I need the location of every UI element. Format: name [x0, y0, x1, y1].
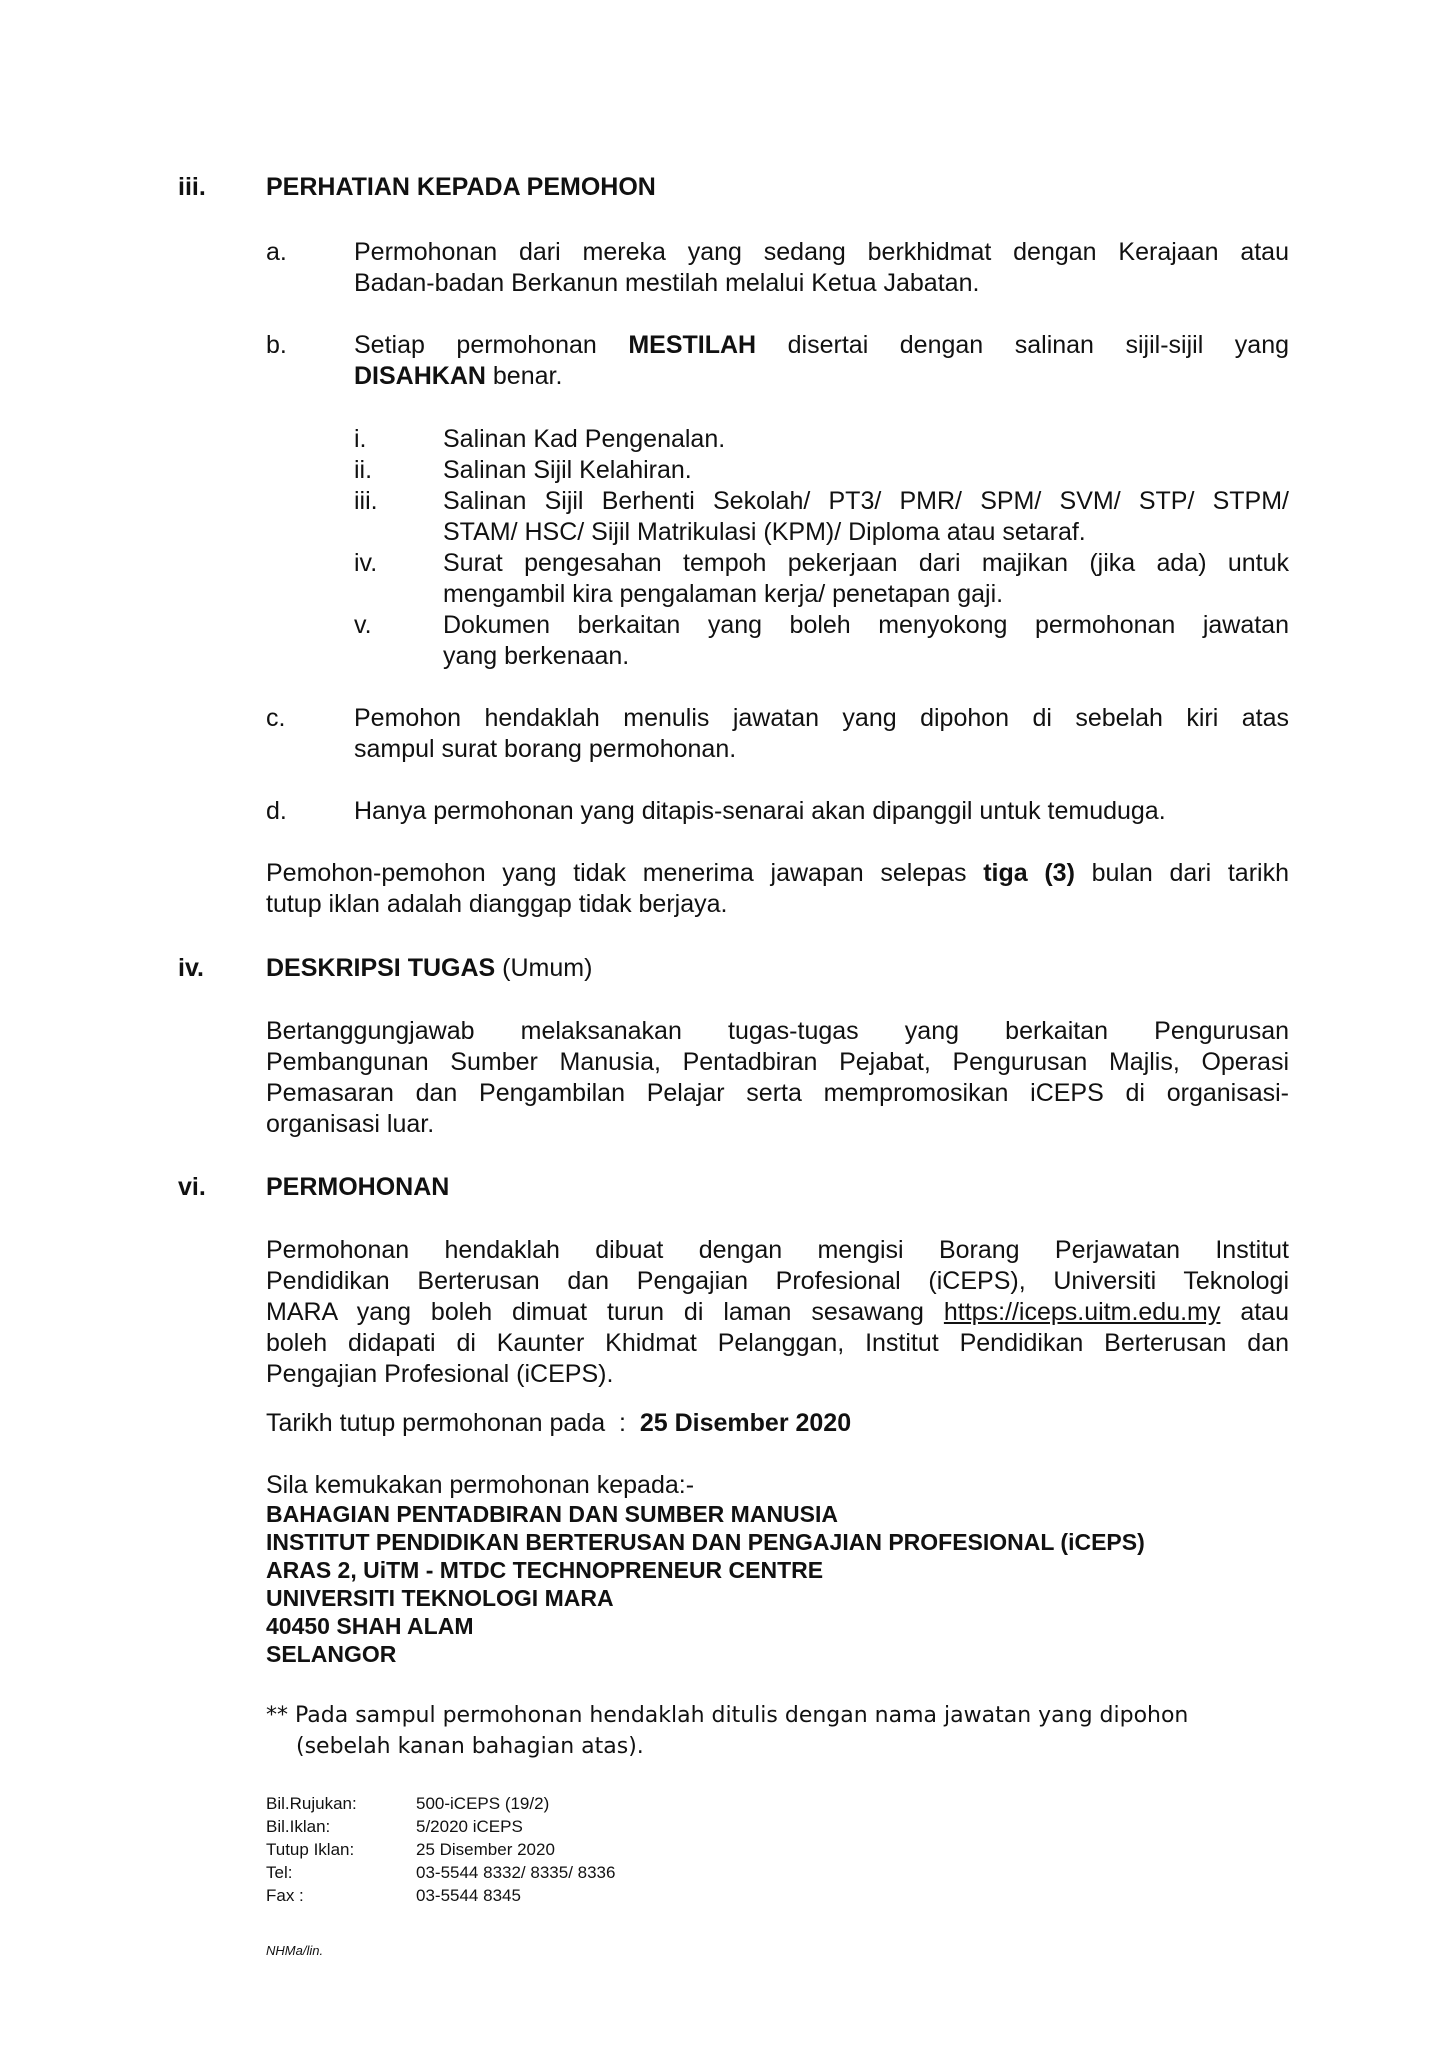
section-vi-line1: Permohonan hendaklah dibuat dengan mengisi Borang Perjawatan Institut	[266, 1236, 1289, 1264]
section-vi-title: PERMOHONAN	[266, 1173, 450, 1201]
section-iv-title	[266, 953, 592, 984]
closing-date-line	[266, 1408, 851, 1439]
sub-iii-num: iii.	[354, 487, 378, 515]
item-a-letter: a.	[266, 238, 287, 266]
section-vi-numeral: vi.	[178, 1173, 206, 1201]
reference-label: Tutup Iklan:	[266, 1840, 355, 1859]
item-d-letter: d.	[266, 797, 287, 825]
reference-value: 5/2020 iCEPS	[416, 1817, 523, 1836]
reference-row	[266, 1838, 615, 1861]
section-vi-line2: Pendidikan Berterusan dan Pengajian Profesional (iCEPS), Universiti Teknologi	[266, 1267, 1289, 1295]
notice-line2: tutup iklan adalah dianggap tidak berjaya.	[266, 890, 728, 918]
address-line4: UNIVERSITI TEKNOLOGI MARA	[266, 1585, 614, 1611]
reference-label: Fax :	[266, 1886, 304, 1905]
reference-value: 03-5544 8345	[416, 1886, 521, 1905]
reference-label: Bil.Iklan:	[266, 1817, 331, 1836]
reference-label: Tel:	[266, 1863, 293, 1882]
sub-v-line2: yang berkenaan.	[443, 642, 630, 670]
item-b-bold2: DISAHKAN	[354, 362, 486, 390]
reference-value: 500-iCEPS (19/2)	[416, 1794, 550, 1813]
notice-bold: tiga (3)	[983, 859, 1075, 887]
sub-iii-line2: STAM/ HSC/ Sijil Matrikulasi (KPM)/ Diploma atau setaraf.	[443, 518, 1086, 546]
reference-value: 25 Disember 2020	[416, 1840, 555, 1859]
item-a-text	[354, 237, 1289, 299]
reference-row	[266, 1884, 615, 1907]
reference-label: Bil.Rujukan:	[266, 1794, 357, 1813]
sub-ii-num: ii.	[354, 456, 373, 484]
item-b-pre: Setiap permohonan	[354, 331, 629, 359]
section-iii-numeral: iii.	[178, 173, 206, 201]
address-line3: ARAS 2, UiTM - MTDC TECHNOPRENEUR CENTRE	[266, 1557, 824, 1583]
address-line6: SELANGOR	[266, 1641, 397, 1667]
sub-i-text: Salinan Kad Pengenalan.	[443, 425, 726, 453]
section-iv-paragraph	[266, 1016, 1289, 1140]
address-line2: INSTITUT PENDIDIKAN BERTERUSAN DAN PENGAJIAN PROFESIONAL (iCEPS)	[266, 1529, 1145, 1555]
section-iv-line3: Pemasaran dan Pengambilan Pelajar serta mempromosikan iCEPS di organisasi-	[266, 1079, 1289, 1107]
item-a-line2: Badan-badan Berkanun mestilah melalui Ketua Jabatan.	[354, 269, 980, 297]
sub-iv-num: iv.	[354, 549, 378, 577]
item-b-line2	[354, 361, 1289, 392]
sub-iii-text	[443, 486, 1289, 548]
item-a-line1: Permohonan dari mereka yang sedang berkhidmat dengan Kerajaan atau	[354, 238, 1289, 266]
item-c-text	[354, 703, 1289, 765]
send-to-label: Sila kemukakan permohonan kepada:-	[266, 1471, 695, 1499]
section-iv-line4: organisasi luar.	[266, 1110, 435, 1138]
reference-block	[266, 1792, 615, 1907]
section-vi-paragraph	[266, 1235, 1289, 1390]
closing-date-value: 25 Disember 2020	[639, 1409, 852, 1437]
address-line1: BAHAGIAN PENTADBIRAN DAN SUMBER MANUSIA	[266, 1501, 839, 1527]
sub-ii-text: Salinan Sijil Kelahiran.	[443, 456, 692, 484]
notice-line1	[266, 858, 1289, 889]
section-iv-title-bold: DESKRIPSI TUGAS	[266, 954, 496, 982]
notice-pre: Pemohon-pemohon yang tidak menerima jawapan selepas	[266, 859, 984, 887]
mailing-address	[266, 1500, 1145, 1668]
typist-initials: NHMa/lin.	[266, 1943, 324, 1958]
iceps-website-link[interactable]: https://iceps.uitm.edu.my	[943, 1298, 1221, 1326]
sub-i-num: i.	[354, 425, 367, 453]
reference-value: 03-5544 8332/ 8335/ 8336	[416, 1863, 616, 1882]
notice-paragraph	[266, 858, 1289, 920]
section-iv-numeral: iv.	[178, 954, 204, 982]
section-vi-line3	[266, 1297, 1289, 1328]
notice-post: bulan dari tarikh	[1074, 859, 1289, 887]
sub-iv-text	[443, 548, 1289, 610]
closing-date-label: Tarikh tutup permohonan pada :	[266, 1409, 640, 1437]
item-b-mid: disertai dengan salinan sijil-sijil yang	[756, 331, 1289, 359]
item-c-line2: sampul surat borang permohonan.	[354, 735, 737, 763]
section-iii-title: PERHATIAN KEPADA PEMOHON	[266, 173, 656, 201]
item-b-letter: b.	[266, 331, 287, 359]
item-c-line1: Pemohon hendaklah menulis jawatan yang dipohon di sebelah kiri atas	[354, 704, 1289, 732]
sub-v-line1: Dokumen berkaitan yang boleh menyokong permohonan jawatan	[443, 611, 1289, 639]
sub-iv-line1: Surat pengesahan tempoh pekerjaan dari majikan (jika ada) untuk	[443, 549, 1289, 577]
footnote-line2: (sebelah kanan bahagian atas).	[296, 1734, 644, 1759]
section-vi-line3-post: atau	[1220, 1298, 1289, 1326]
item-d-text: Hanya permohonan yang ditapis-senarai akan dipanggil untuk temuduga.	[354, 797, 1166, 825]
item-b-post: benar.	[485, 362, 563, 390]
section-vi-line5: Pengajian Profesional (iCEPS).	[266, 1360, 614, 1388]
item-b-bold1: MESTILAH	[628, 331, 757, 359]
sub-v-text	[443, 610, 1289, 672]
footnote	[266, 1700, 1188, 1762]
section-vi-line4: boleh didapati di Kaunter Khidmat Pelanggan, Institut Pendidikan Berterusan dan	[266, 1329, 1289, 1357]
section-iv-line2: Pembangunan Sumber Manusia, Pentadbiran Pejabat, Pengurusan Majlis, Operasi	[266, 1048, 1289, 1076]
sub-iv-line2: mengambil kira pengalaman kerja/ penetapan gaji.	[443, 580, 1004, 608]
item-c-letter: c.	[266, 704, 286, 732]
reference-row	[266, 1815, 615, 1838]
footnote-line1: ** Pada sampul permohonan hendaklah ditulis dengan nama jawatan yang dipohon	[266, 1703, 1189, 1728]
item-b-text	[354, 330, 1289, 392]
reference-row	[266, 1792, 615, 1815]
item-b-line1	[354, 330, 1289, 361]
reference-row	[266, 1861, 615, 1884]
section-iv-line1: Bertanggungjawab melaksanakan tugas-tugas yang berkaitan Pengurusan	[266, 1017, 1289, 1045]
address-line5: 40450 SHAH ALAM	[266, 1613, 474, 1639]
section-iv-title-suffix: (Umum)	[495, 954, 593, 982]
sub-v-num: v.	[354, 611, 372, 639]
sub-iii-line1: Salinan Sijil Berhenti Sekolah/ PT3/ PMR/ SPM/ SVM/ STP/ STPM/	[443, 487, 1289, 515]
section-vi-line3-pre: MARA yang boleh dimuat turun di laman sesawang	[266, 1298, 944, 1326]
